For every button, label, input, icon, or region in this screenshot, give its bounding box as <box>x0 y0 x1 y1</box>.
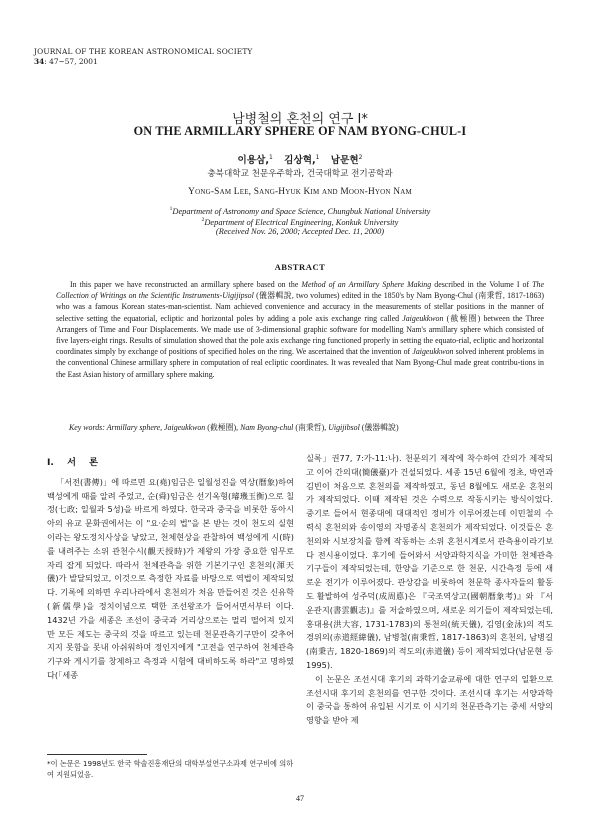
authors-korean <box>0 152 600 166</box>
abstract-text: Method of an Armillary Sphere Making <box>301 280 432 289</box>
footnote-rule <box>47 754 147 755</box>
abstract-text: In this paper we have reconstructed an armillary sphere based on the <box>70 280 302 289</box>
left-column <box>47 456 294 683</box>
abstract-body <box>56 279 544 380</box>
title-english: ON THE ARMILLARY SPHERE OF NAM BYONG-CHUL-I <box>133 124 467 138</box>
author-korean-1: 이용삼,$^1$ <box>237 153 273 166</box>
affiliation-korean: 충북대학교 천문우주학과, 건국대학교 전기공학과 <box>207 169 393 179</box>
abstract-text: (儀器輯說, two volumes) edited in the 1850's by Nam Byong-Chul (南秉哲, 1817-1863) who was a famous Korean states-man-scientist. Nam achieved convenience and accuracy in the measurements of stellar positions in the manner of selective setting the equatorial, ecliptic and horizontal poles by adding a pole axis exchange ring called <box>56 291 544 323</box>
abstract-text: Jaigeukkwon <box>412 347 454 357</box>
title-korean: 남병철의 혼천의 연구 I* <box>232 112 368 127</box>
abstract-text: solved inherent problems in the conventional Chinese armillary sphere in computation of real ecliptic coordinates. It was revealed that Nam Byong-Chul made great contribu-tions in the East Asian history of armillary sphere making. <box>56 347 544 379</box>
keywords: Key words: Armillary sphere, Jaigeukkwon (截極圈), Nam Byong-chul (南秉哲), Uigijibsol (儀器輯說) <box>69 423 399 432</box>
affiliation-1: $^1$Department of Astronomy and Space Science, Chungbuk National University <box>169 206 431 216</box>
abstract-text: The Collection of Writings on the Scientific Instruments-Uigijipsol <box>56 280 545 301</box>
footnote: *이 논문은 1998년도 한국 학술진흥재단의 대학부설연구소과제 연구비에 의하여 지원되었음. <box>47 759 294 779</box>
journal-header <box>34 47 252 67</box>
author-korean-3: 남문현$^2$ <box>330 153 363 166</box>
abstract-text: Jaigeukkwon <box>402 313 444 323</box>
author-korean-2: 김상혁,$^1$ <box>284 153 320 166</box>
received-date: (Received Nov. 26, 2000; Accepted Dec. 11, 2000) <box>215 227 385 236</box>
body-paragraph: 「서전(書傳)」에 따르면 요(堯)임금은 일월성진을 역상(曆象)하여 백성에게 때를 알려 주었고, 순(舜)임금은 선기옥형(璿璣玉衡)으로 칠정(七政; 일월과 5성)을 바르게 하였다. 한국과 중국을 비롯한 동아시아의 유교 문화권에서는 이 "요·순의 법"을 본 받는 것이 천도의 실현이라는 왕도정치사상을 낳았고, 천체현상을 관찰하여 백성에게 시(時)를 내려주는 소위 관천수시(觀天授時)가 제왕의 가장 중요한 임무로 자리 잡게 되었다. 따라서 천체관측을 위한 기본기구인 혼천의(渾天儀)가 발달되었고, 이것으로 측정한 자료를 바탕으로 역법이 제작되었다. 기록에 의하면 우리나라에서 혼천의가 처음 만들어진 것은 신유학(新儒學)을 정치이념으로 택한 조선왕조가 들어서면서부터 이다. 1432년 가을 세종은 조선이 중국과 거리상으로는 멀리 떨어져 있지만 모든 제도는 중국의 것을 따르고 있는데 천문관측기구만이 갖추어지지 못함을 못내 아쉬워하며 정인지에게 "고전을 연구하여 천체관측기구와 게시기를 창제하고 측정과 시험에 대비하도록 하라"고 명하였다(「세종 <box>47 476 294 680</box>
right-column <box>306 452 553 728</box>
page-number: 47 <box>296 794 304 803</box>
journal-name: JOURNAL OF THE KOREAN ASTRONOMICAL SOCIETY <box>34 47 253 56</box>
affiliation-2: $^2$Department of Electrical Engineering, Konkuk University <box>201 217 399 227</box>
abstract-text: (截極圈) between the Three Arrangers of Time and Four Displacements. We made use of 3-dimensional graphic software for modelling Nam's armillary sphere which consisted of five layers-eight rings. Results of simulation showed that the pole axis exchange ring functioned properly in setting the equato-rial, ecliptic and horizontal coordinates simply by exchange of positions of specified holes on the ring. We ascertained that the invention of <box>56 313 544 357</box>
keywords-label: Key words: <box>69 423 107 432</box>
body-paragraph: 이 논문은 조선시대 후기의 과학기술교류에 대한 연구의 일환으로 조선시대 후기의 혼천의를 연구한 것이다. 조선시대 후기는 서양과학이 중국을 통하여 유입된 시기로 이 시기의 천문관측기는 중세 서양의 영향을 받아 제 <box>306 673 553 726</box>
body-paragraph: 실록」권77, 7:가-11:나). 천문의기 제작에 착수하여 간의가 제작되고 이어 간의대(簡儀臺)가 건설되었다. 세종 15년 6월에 정초, 박연과 김빈이 처음으로 혼천의를 제작하였고, 동년 8월에도 새로운 혼천의가 제작되었다. 이때 제작된 것은 수력으로 작동시키는 방식이었다. 중기로 들어서 현종대에 대대적인 정비가 이루어졌는데 이민철의 수력식 혼천의와 송이영의 자명종식 혼천의가 제작되었다. 이것들은 혼천의와 시보장치를 함께 작동하는 소위 혼천시계로서 관측용이라기보다 전시용이었다. 후기에 들어와서 서양과학지식을 가미한 천체관측기구들이 제작되었는데, 한양을 기준으로 한 천문, 시간측정 등에 새로운 전기가 이루어졌다. 관상감을 비롯하여 천문학 종사자들의 활동도 활발하여 성주덕(成周悳)은 『국조역상고(國朝曆象考)』와 『서운관지(書雲觀志)』를 저술하였으며, 새로운 의기들이 제작되었는데, 홍대용(洪大容, 1731-1783)의 통천의(統天儀), 김영(金泳)의 적도경위의(赤道經緯儀), 남병철(南秉哲, 1817-1863)의 혼천의, 남병길(南秉吉, 1820-1869)의 적도의(赤道儀) 등이 제작되었다(남문현 등 1995). <box>306 453 553 670</box>
abstract-heading: ABSTRACT <box>274 262 326 272</box>
journal-volume: 34 <box>34 57 45 66</box>
authors-english: Yong-Sam Lee, Sang-Hyuk Kim and Moon-Hyon Nam <box>188 187 412 197</box>
journal-pages: : 47~57, 2001 <box>44 57 98 66</box>
journal-volume-line <box>34 57 252 67</box>
section-heading: I. 서 론 <box>47 457 99 468</box>
abstract-text: described in the Volume I of <box>431 280 533 289</box>
